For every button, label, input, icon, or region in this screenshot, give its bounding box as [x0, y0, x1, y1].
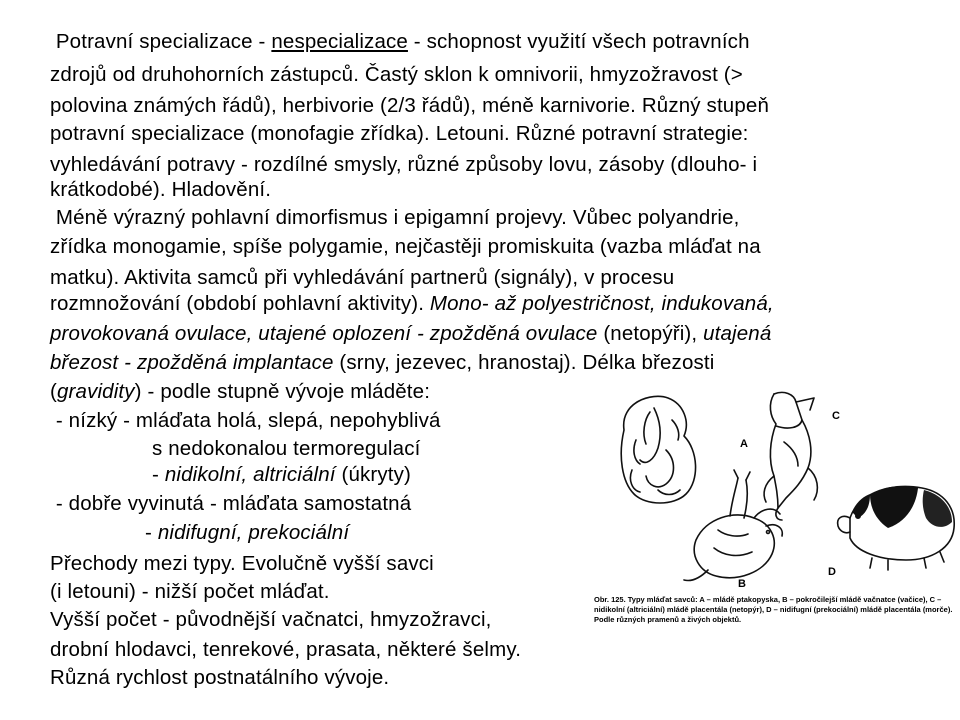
- list-item-high: - dobře vyvinutá - mláďata samostatná: [50, 492, 412, 515]
- paragraph-1-line-5: vyhledávání potravy - rozdílné smysly, různé způsoby lovu, zásoby (dlouho- i: [50, 153, 758, 176]
- list-item-low-term: [152, 461, 411, 489]
- text-span: - schopnost využití všech potravních: [407, 30, 750, 53]
- figure-label-b: B: [738, 578, 746, 590]
- figure-label-d: D: [828, 566, 836, 578]
- platypus-young-drawing: [621, 396, 695, 503]
- underlined-term: nespecializace: [271, 30, 408, 53]
- figure-label-a: A: [740, 438, 748, 450]
- paragraph-3-line-4: drobní hlodavci, tenrekové, prasata, některé šelmy.: [50, 638, 522, 661]
- paragraph-3-line-2: (i letouni) - nižší počet mláďat.: [50, 580, 330, 603]
- paragraph-1-line-6: krátkodobé). Hladovění.: [50, 178, 272, 201]
- paragraph-2-line-7: [50, 378, 430, 406]
- list-item-low: - nízký - mláďata holá, slepá, nepohyblivá: [50, 409, 441, 432]
- paragraph-1-line-4: potravní specializace (monofagie zřídka). Letouni. Různé potravní strategie:: [50, 122, 749, 145]
- paragraph-3-line-5: Různá rychlost postnatálního vývoje.: [50, 666, 390, 689]
- paragraph-3-line-1: Přechody mezi typy. Evolučně vyšší savci: [50, 552, 434, 575]
- italic-term: gravidity: [56, 380, 135, 403]
- paragraph-2-line-5: [50, 320, 771, 348]
- text-span: (netopýři),: [597, 322, 704, 345]
- paragraph-2-line-4: [50, 290, 774, 318]
- list-item-high-term: [145, 519, 349, 547]
- paragraph-2-line-3: matku). Aktivita samců při vyhledávání partnerů (signály), v procesu: [50, 266, 675, 289]
- paragraph-3-line-3: Vyšší počet - původnější vačnatci, hmyzožravci,: [50, 608, 492, 631]
- figure-caption: Obr. 125. Typy mláďat savců: A – mládě ptakopyska, B – pokročilejší mládě vačnatce (vačice), C – nidikolní (altriciální) mládě placentála (netopýr), D – nidifugní (prekociální) mládě placentála (morče). Podle různých pramenů a živých objektů.: [594, 595, 953, 624]
- list-item-low-detail: s nedokonalou termoregulací: [152, 437, 421, 460]
- italic-term: nidifugní, prekociální: [157, 521, 350, 544]
- italic-term: nidikolní, altriciální: [164, 463, 336, 486]
- text-span: (úkryty): [335, 463, 411, 486]
- text-span: (: [50, 380, 57, 403]
- italic-term: březost - zpožděná implantace: [50, 351, 334, 374]
- paragraph-1-line-3: polovina známých řádů), herbivorie (2/3 řádů), méně karnivorie. Různý stupeň: [50, 94, 769, 117]
- marsupial-young-drawing: [684, 470, 782, 581]
- paragraph-2-line-6: [50, 349, 714, 377]
- text-span: -: [145, 521, 158, 544]
- text-span: Potravní specializace -: [50, 30, 272, 53]
- figure-illustration: [588, 390, 960, 595]
- text-span: (srny, jezevec, hranostaj). Délka březosti: [333, 351, 715, 374]
- text-span: rozmnožování (období pohlavní aktivity).: [50, 292, 430, 315]
- text-span: ) - podle stupně vývoje mláděte:: [134, 380, 431, 403]
- bat-young-drawing: [764, 392, 817, 520]
- paragraph-2-line-1: Méně výrazný pohlavní dimorfismus i epigamní projevy. Vůbec polyandrie,: [50, 206, 740, 229]
- italic-term: Mono- až polyestričnost, indukovaná,: [429, 292, 774, 315]
- paragraph-1-line-2: zdrojů od druhohorních zástupců. Častý sklon k omnivorii, hmyzožravost (>: [50, 63, 743, 86]
- text-span: -: [152, 463, 165, 486]
- figure-young-mammals: [588, 390, 960, 640]
- paragraph-1-line-1: [50, 28, 750, 56]
- paragraph-2-line-2: zřídka monogamie, spíše polygamie, nejčastěji promiskuita (vazba mláďat na: [50, 235, 761, 258]
- figure-label-c: C: [832, 410, 840, 422]
- italic-term: utajená: [703, 322, 772, 345]
- italic-term: provokovaná ovulace, utajené oplození - zpožděná ovulace: [50, 322, 598, 345]
